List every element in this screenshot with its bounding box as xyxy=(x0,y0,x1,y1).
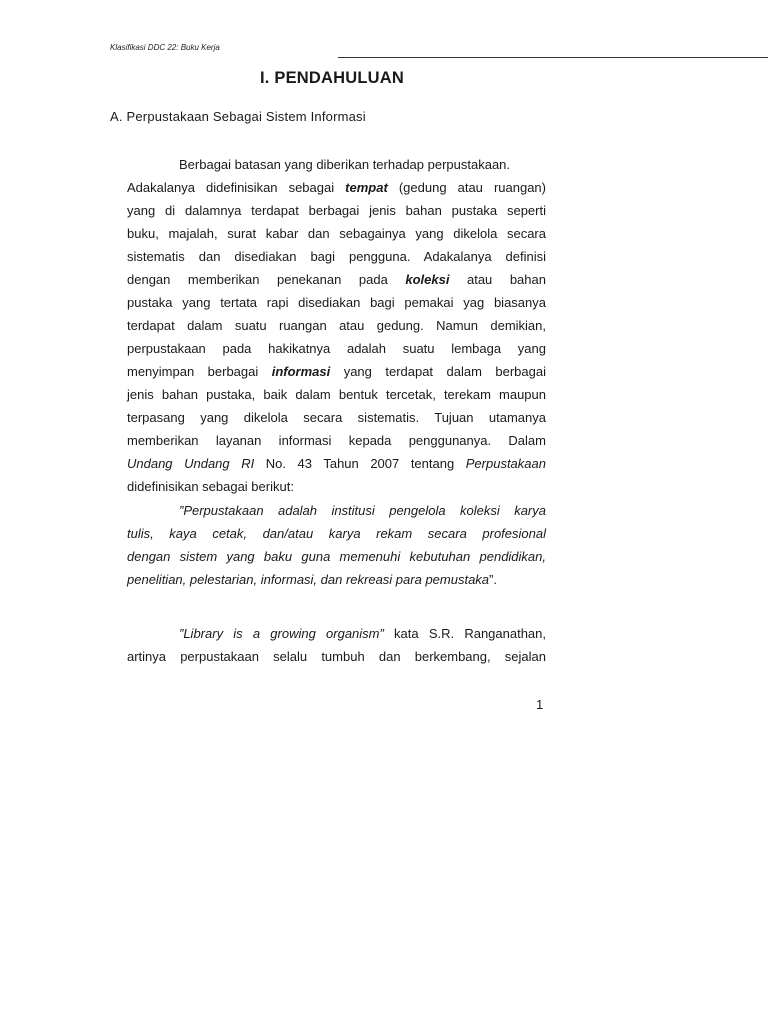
paragraph-line xyxy=(127,176,546,199)
running-header: Klasifikasi DDC 22: Buku Kerja xyxy=(110,43,220,52)
paragraph-line: yang di dalamnya terdapat berbagai jenis bahan pustaka seperti xyxy=(127,203,546,218)
paragraph-line xyxy=(127,452,546,475)
chapter-title-text: I. PENDAHULUAN xyxy=(260,69,404,87)
quote-line: ”Perpustakaan adalah institusi pengelola koleksi karya xyxy=(179,503,546,518)
text-run: yang terdapat dalam berbagai xyxy=(330,364,546,379)
text-run: menyimpan berbagai xyxy=(127,364,272,379)
paragraph-line: sistematis dan disediakan bagi pengguna. Adakalanya definisi xyxy=(127,249,546,264)
definition-quote xyxy=(127,499,546,591)
text-run: Adakalanya didefinisikan sebagai xyxy=(127,180,346,195)
quote-line: dengan sistem yang baku guna memenuhi kebutuhan pendidikan, xyxy=(127,549,546,564)
quote-line: tulis, kaya cetak, dan/atau karya rekam secara profesional xyxy=(127,526,546,541)
quote-term: ”Library is a growing organism” xyxy=(179,626,384,641)
page-number: 1 xyxy=(536,697,544,712)
text-run: No. 43 Tahun 2007 tentang xyxy=(254,456,466,471)
paragraph-line: didefinisikan sebagai berikut: xyxy=(127,479,294,494)
italic-term: Undang Undang RI xyxy=(127,456,255,471)
paragraph-line: terdapat dalam suatu ruangan atau gedung. Namun demikian, xyxy=(127,318,546,333)
paragraph-line xyxy=(127,360,546,383)
text-run: atau bahan xyxy=(449,272,546,287)
text-run: kata S.R. Ranganathan, xyxy=(383,626,547,641)
paragraph-line: Berbagai batasan yang diberikan terhadap perpustakaan. xyxy=(179,157,511,172)
italic-term: Perpustakaan xyxy=(465,456,546,471)
paragraph-line: buku, majalah, surat kabar dan sebagainya yang dikelola secara xyxy=(127,226,546,241)
header-rule xyxy=(338,57,768,58)
text-run: (gedung atau ruangan) xyxy=(387,180,546,195)
paragraph-line xyxy=(127,622,546,645)
paragraph-1 xyxy=(127,153,546,498)
paragraph-line: artinya perpustakaan selalu tumbuh dan berkembang, sejalan xyxy=(127,649,546,664)
paragraph-2 xyxy=(127,622,546,668)
paragraph-line xyxy=(127,268,546,291)
text-run: dengan memberikan penekanan pada xyxy=(127,272,406,287)
chapter-title xyxy=(0,69,768,88)
paragraph-line: pustaka yang tertata rapi disediakan bagi pemakai yag biasanya xyxy=(127,295,546,310)
paragraph-line: jenis bahan pustaka, baik dalam bentuk tercetak, terekam maupun xyxy=(127,387,546,402)
section-heading: A. Perpustakaan Sebagai Sistem Informasi xyxy=(110,109,366,124)
paragraph-line: terpasang yang dikelola secara sistematis. Tujuan utamanya xyxy=(127,410,546,425)
text-run: ”. xyxy=(489,572,497,587)
quote-line xyxy=(127,568,546,591)
paragraph-line: memberikan layanan informasi kepada penggunanya. Dalam xyxy=(127,433,546,448)
emphasis-term: koleksi xyxy=(405,272,450,287)
emphasis-term: tempat xyxy=(345,180,388,195)
emphasis-term: informasi xyxy=(271,364,331,379)
paragraph-line: perpustakaan pada hakikatnya adalah suatu lembaga yang xyxy=(127,341,546,356)
text-run: penelitian, pelestarian, informasi, dan rekreasi para pemustaka xyxy=(127,572,490,587)
